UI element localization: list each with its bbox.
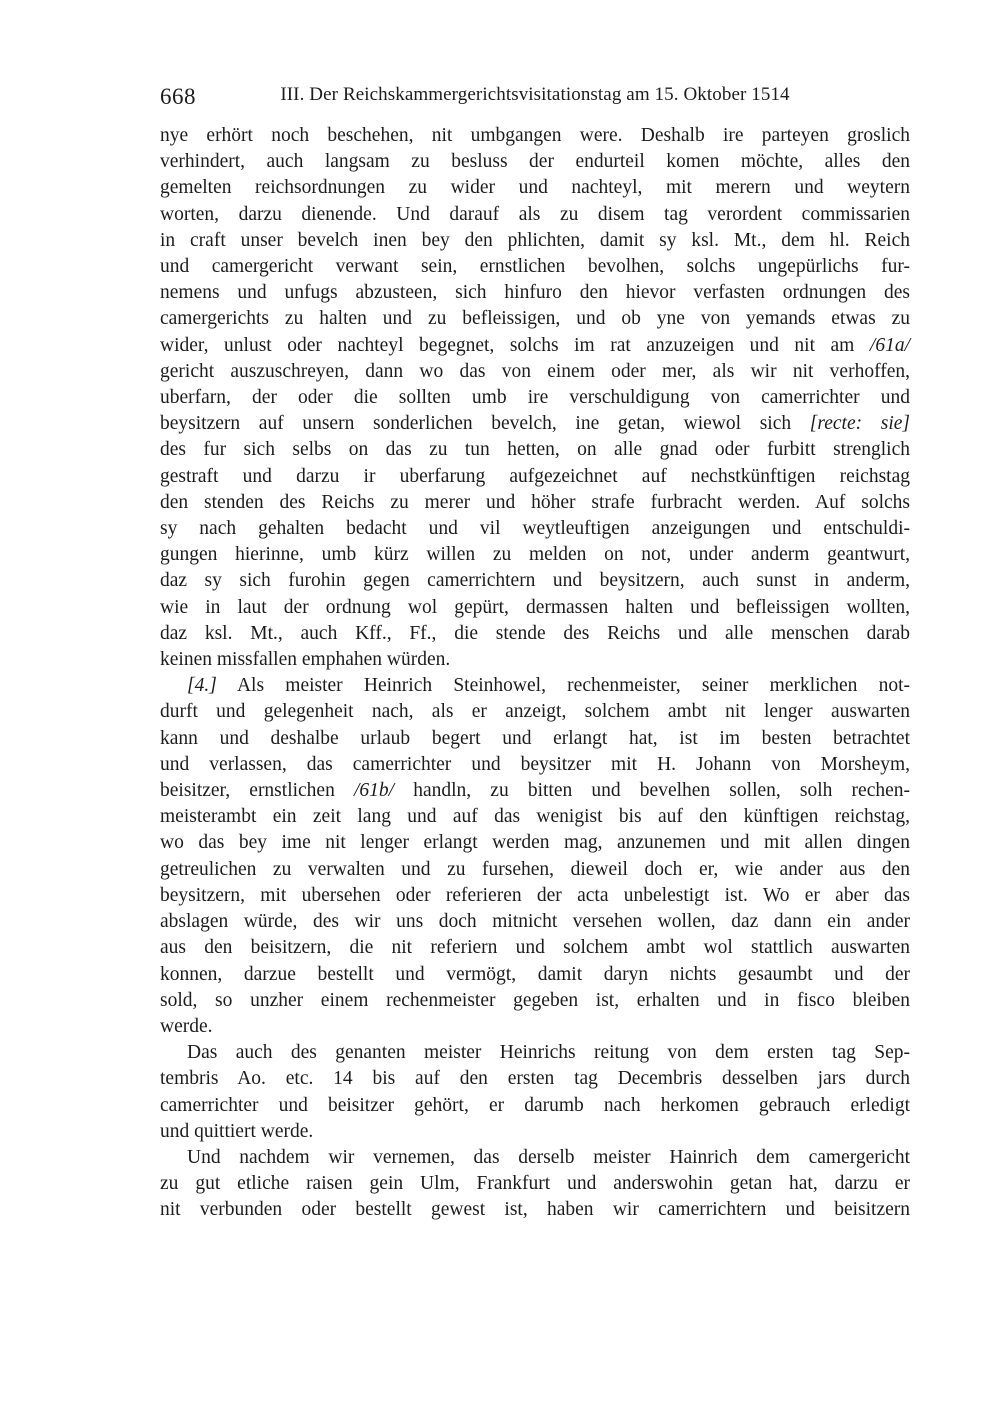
text-line xyxy=(160,778,910,804)
text-line xyxy=(160,1119,910,1145)
text-segment: und camergericht verwant sein, ernstlichen bevolhen, solchs ungepürlichs fur- xyxy=(160,256,910,278)
text-segment: beisitzer, ernstlichen xyxy=(160,780,354,802)
text-line xyxy=(160,280,910,306)
text-segment: keinen missfallen emphahen würden. xyxy=(160,649,451,671)
text-segment: wo das bey ime nit lenger erlangt werden mag, anzunemen und mit allen dingen xyxy=(160,832,910,854)
text-line xyxy=(160,621,910,647)
text-line xyxy=(160,359,910,385)
text-line xyxy=(160,988,910,1014)
text-segment: Das auch des genanten meister Heinrichs reitung von dem ersten tag Sep- xyxy=(187,1042,910,1064)
text-line xyxy=(160,1145,910,1171)
text-line xyxy=(160,699,910,725)
text-line xyxy=(160,1066,910,1092)
text-line xyxy=(160,962,910,988)
text-segment: daz sy sich furohin gegen camerrichtern und beysitzern, auch sunst in anderm, xyxy=(160,570,910,592)
text-line xyxy=(160,935,910,961)
text-line xyxy=(160,385,910,411)
text-segment: beysitzern auf unsern sonderlichen bevelch, ine getan, wiewol sich xyxy=(160,413,810,435)
running-title: III. Der Reichskammergerichtsvisitationstag am 15. Oktober 1514 xyxy=(280,84,790,105)
text-line xyxy=(160,202,910,228)
text-line xyxy=(160,568,910,594)
text-line xyxy=(160,1197,910,1223)
text-segment: konnen, darzue bestellt und vermögt, damit daryn nichts gesaumbt und der xyxy=(160,963,910,985)
text-line xyxy=(160,830,910,856)
text-line xyxy=(160,175,910,201)
text-line xyxy=(160,149,910,175)
text-segment: camergerichts zu halten und zu befleissigen, und ob yne von yemands etwas zu xyxy=(160,308,910,330)
text-segment: sy nach gehalten bedacht und vil weytleuftigen anzeigungen und entschuldi- xyxy=(160,518,910,540)
text-line xyxy=(160,1040,910,1066)
text-line xyxy=(160,909,910,935)
text-segment: nye erhört noch beschehen, nit umbgangen were. Deshalb ire parteyen groslich xyxy=(160,125,910,146)
text-line xyxy=(160,411,910,437)
text-line xyxy=(160,673,910,699)
text-segment: aus den beisitzern, die nit referiern und solchem ambt wol stattlich auswarten xyxy=(160,937,910,959)
text-segment: in craft unser bevelch inen bey den phlichten, damit sy ksl. Mt., dem hl. Reich xyxy=(160,229,910,251)
text-line xyxy=(160,306,910,332)
text-segment: gericht auszuschreyen, dann wo das von einem oder mer, als wir nit verhoffen, xyxy=(160,360,910,382)
text-segment: gungen hierinne, umb kürz willen zu melden on not, under anderm geantwurt, xyxy=(160,544,910,566)
text-segment: Als meister Heinrich Steinhowel, rechenmeister, seiner merklichen not- xyxy=(216,675,910,697)
text-segment: gestraft und darzu ir uberfarung aufgezeichnet auf nechstkünftigen reichstag xyxy=(160,465,910,487)
text-segment: kann und deshalbe urlaub begert und erlangt hat, ist im besten betrachtet xyxy=(160,727,910,749)
text-line xyxy=(160,804,910,830)
text-line xyxy=(160,883,910,909)
text-segment: wie in laut der ordnung wol gepürt, dermassen halten und befleissigen wollten, xyxy=(160,596,910,618)
text-segment: werde. xyxy=(160,1015,213,1037)
text-segment: camerrichter und beisitzer gehört, er darumb nach herkomen gebrauch erledigt xyxy=(160,1094,910,1116)
text-segment: gemelten reichsordnungen zu wider und nachteyl, mit merern und weytern xyxy=(160,177,910,199)
text-segment: den stenden des Reichs zu merer und höher strafe furbracht werden. Auf solchs xyxy=(160,491,910,513)
text-segment: durft und gelegenheit nach, als er anzeigt, solchem ambt nit lenger auswarten xyxy=(160,701,910,723)
text-line xyxy=(160,516,910,542)
editorial-note: /61a/ xyxy=(869,334,910,356)
text-segment: zu gut etliche raisen gein Ulm, Frankfurt und anderswohin getan hat, darzu er xyxy=(160,1173,910,1195)
text-segment: verhindert, auch langsam zu besluss der endurteil komen möchte, alles den xyxy=(160,151,910,173)
text-body xyxy=(160,123,910,1224)
text-segment: wider, unlust oder nachteyl begegnet, solchs im rat anzuzeigen und nit am xyxy=(160,334,870,356)
text-segment: nemens und unfugs abzusteen, sich hinfuro den hievor verfasten ordnungen des xyxy=(160,282,910,304)
text-line xyxy=(160,123,910,149)
text-segment: uberfarn, der oder die sollten umb ire verschuldigung von camerrichter und xyxy=(160,387,910,409)
text-segment: Und nachdem wir vernemen, das derselb meister Hainrich dem camergericht xyxy=(187,1146,910,1168)
text-line xyxy=(160,542,910,568)
page-number: 668 xyxy=(160,84,196,109)
text-line xyxy=(160,254,910,280)
text-segment: tembris Ao. etc. 14 bis auf den ersten tag Decembris desselben jars durch xyxy=(160,1068,910,1090)
text-column xyxy=(160,84,910,1224)
editorial-note: [recte: sie] xyxy=(809,413,910,435)
text-line xyxy=(160,437,910,463)
text-segment: nit verbunden oder bestellt gewest ist, haben wir camerrichtern und beisitzern xyxy=(160,1199,910,1221)
text-segment: sold, so unzher einem rechenmeister gegeben ist, erhalten und in fisco bleiben xyxy=(160,989,910,1011)
text-segment: des fur sich selbs on das zu tun hetten, on alle gnad oder furbitt strenglich xyxy=(160,439,910,461)
text-line xyxy=(160,490,910,516)
text-line xyxy=(160,333,910,359)
editorial-note: [4.] xyxy=(187,675,217,697)
text-segment: beysitzern, mit ubersehen oder referieren der acta unbelestigt ist. Wo er aber das xyxy=(160,884,910,906)
text-segment: handln, zu bitten und bevelhen sollen, solh rechen- xyxy=(394,780,910,802)
text-line xyxy=(160,1014,910,1040)
text-segment: worten, darzu dienende. Und darauf als zu disem tag verordent commissarien xyxy=(160,203,910,225)
text-segment: getreulichen zu verwalten und zu fursehen, dieweil doch er, wie ander aus den xyxy=(160,858,910,880)
text-line xyxy=(160,647,910,673)
page-header xyxy=(160,84,910,110)
text-segment: und verlassen, das camerrichter und beysitzer mit H. Johann von Morsheym, xyxy=(160,753,910,775)
text-line xyxy=(160,752,910,778)
editorial-note: /61b/ xyxy=(353,780,395,802)
text-line xyxy=(160,595,910,621)
text-line xyxy=(160,1093,910,1119)
text-segment: meisterambt ein zeit lang und auf das wenigist bis auf den künftigen reichstag, xyxy=(160,806,910,828)
text-line xyxy=(160,464,910,490)
text-line xyxy=(160,726,910,752)
text-segment: daz ksl. Mt., auch Kff., Ff., die stende des Reichs und alle menschen darab xyxy=(160,622,910,644)
text-line xyxy=(160,1171,910,1197)
text-segment: abslagen würde, des wir uns doch mitnicht versehen wollen, daz dann ein ander xyxy=(160,911,910,933)
text-segment: und quittiert werde. xyxy=(160,1120,314,1142)
text-line xyxy=(160,228,910,254)
text-line xyxy=(160,857,910,883)
